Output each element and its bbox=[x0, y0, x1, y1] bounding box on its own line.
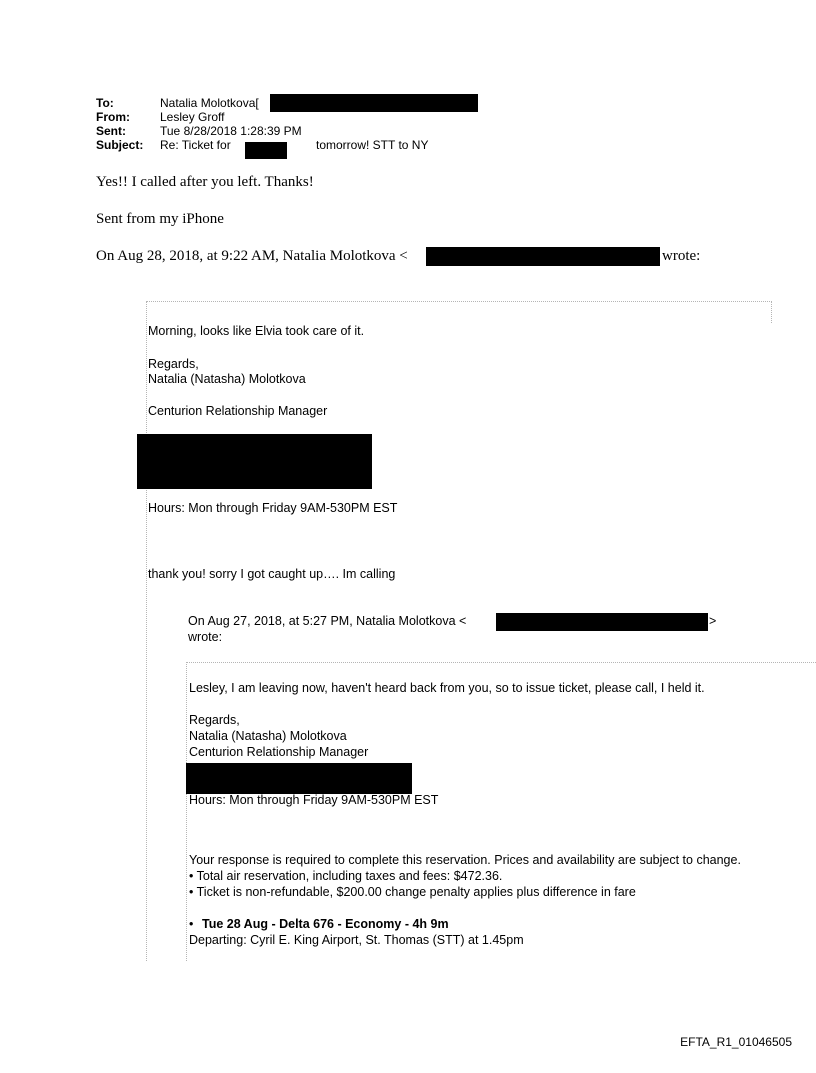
quoted2-intro: On Aug 27, 2018, at 5:27 PM, Natalia Molotkova < bbox=[188, 614, 467, 628]
quoted1-hours: Hours: Mon through Friday 9AM-530PM EST bbox=[148, 501, 398, 515]
quote-intro: On Aug 28, 2018, at 9:22 AM, Natalia Molotkova < bbox=[96, 248, 408, 264]
from-label: From: bbox=[96, 110, 130, 124]
quoted2-intro-wrote: wrote: bbox=[188, 630, 223, 644]
sent-value: Tue 8/28/2018 1:28:39 PM bbox=[160, 124, 302, 138]
quote2-frame-left bbox=[186, 662, 187, 961]
sent-label: Sent: bbox=[96, 124, 126, 138]
quote2-frame-top bbox=[186, 662, 816, 663]
document-id: EFTA_R1_01046505 bbox=[680, 1035, 792, 1049]
quoted2-notice: Your response is required to complete this reservation. Prices and availability are subject to change. bbox=[189, 853, 741, 867]
redaction-to-email bbox=[270, 94, 478, 112]
quote-intro-wrote: wrote: bbox=[662, 248, 701, 264]
reply-body: Yes!! I called after you left. Thanks! bbox=[96, 174, 314, 190]
quoted2-regards: Regards, bbox=[189, 713, 240, 727]
to-value: Natalia Molotkova[ bbox=[160, 96, 259, 110]
quoted2-body: Lesley, I am leaving now, haven't heard back from you, so to issue ticket, please call, I held it. bbox=[189, 681, 705, 695]
quoted2-bullet-refund: • Ticket is non-refundable, $200.00 change penalty applies plus difference in fare bbox=[189, 885, 636, 899]
redaction-quote-email bbox=[426, 247, 660, 266]
to-label: To: bbox=[96, 96, 114, 110]
quoted2-intro-close: > bbox=[709, 614, 717, 628]
redaction-subject-name bbox=[245, 142, 287, 159]
quoted1-title: Centurion Relationship Manager bbox=[148, 404, 328, 418]
redaction-quoted2-email bbox=[496, 613, 708, 631]
subject-label: Subject: bbox=[96, 138, 144, 152]
flight-bullet: • bbox=[189, 917, 194, 931]
quoted2-title: Centurion Relationship Manager bbox=[189, 745, 369, 759]
flight-departing: Departing: Cyril E. King Airport, St. Thomas (STT) at 1.45pm bbox=[189, 933, 524, 947]
quoted1-regards: Regards, bbox=[148, 357, 199, 371]
reply-signature: Sent from my iPhone bbox=[96, 211, 224, 227]
quoted2-hours: Hours: Mon through Friday 9AM-530PM EST bbox=[189, 793, 439, 807]
from-value: Lesley Groff bbox=[160, 110, 225, 124]
quote-frame-right bbox=[771, 301, 772, 323]
flight-title: Tue 28 Aug - Delta 676 - Economy - 4h 9m bbox=[202, 917, 449, 931]
quoted1-body: Morning, looks like Elvia took care of it. bbox=[148, 324, 365, 338]
subject-suffix: tomorrow! STT to NY bbox=[316, 138, 429, 152]
quote-frame-left bbox=[146, 301, 147, 961]
redaction-quoted2-contact bbox=[186, 763, 412, 794]
quoted1-name: Natalia (Natasha) Molotkova bbox=[148, 372, 306, 386]
redaction-contact-block bbox=[137, 434, 372, 489]
subject-prefix: Re: Ticket for bbox=[160, 138, 231, 152]
quote-frame-top bbox=[146, 301, 772, 302]
quoted2-bullet-total: • Total air reservation, including taxes and fees: $472.36. bbox=[189, 869, 503, 883]
quoted1-reply: thank you! sorry I got caught up…. Im calling bbox=[148, 567, 396, 581]
quoted2-name: Natalia (Natasha) Molotkova bbox=[189, 729, 347, 743]
